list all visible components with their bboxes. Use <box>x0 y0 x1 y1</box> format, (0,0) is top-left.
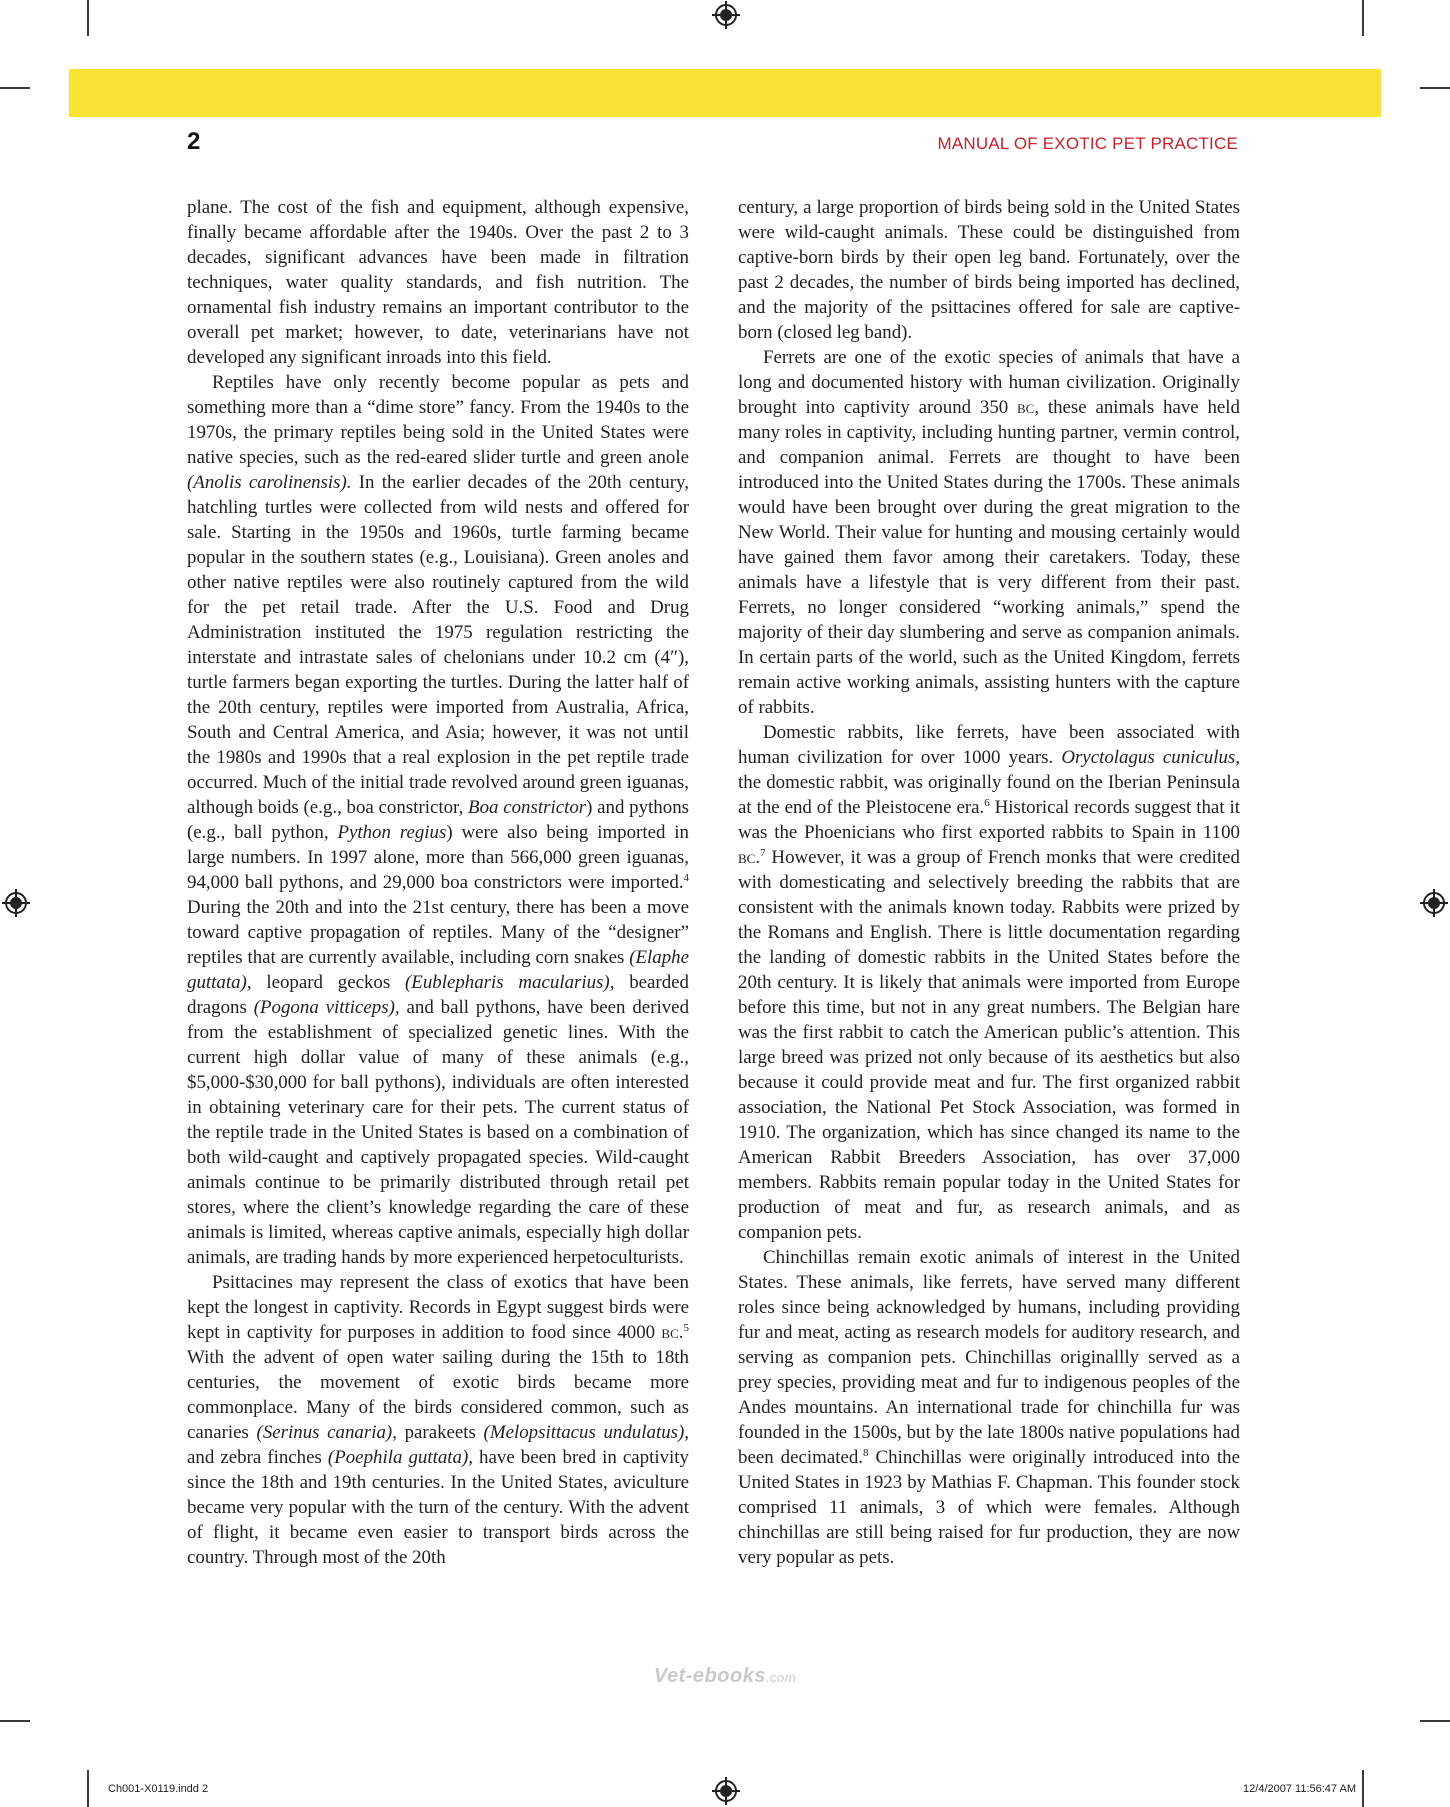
citation-ref: 5 <box>683 1322 689 1334</box>
page-number: 2 <box>187 128 201 155</box>
header-color-band <box>69 69 1381 117</box>
crop-mark-right-bottom <box>1420 1720 1450 1722</box>
running-head: MANUAL OF EXOTIC PET PRACTICE <box>937 134 1238 153</box>
crop-mark-left-bottom <box>0 1720 30 1722</box>
paragraph-ferrets: Ferrets are one of the exotic species of animals that have a long and documented history with human civilization. Originally brought into captivity around 350 bc, these animals have held many roles in captivity, including hunting partner, vermin control, and companion animal. Ferrets are thought to have been introduced into the United States during the 1700s. These animals would have been brought over during the great migration to the New World. Their value for hunting and mousing certainly would have gained them favor among their caretakers. Today, these animals have a lifestyle that is very different from their past. Ferrets, no longer considered “working animals,” spend the majority of their day slumbering and serve as companion animals. In certain parts of the world, such as the United Kingdom, ferrets remain active working animals, assisting hunters with the capture of rabbits. <box>738 347 1240 718</box>
text-column-right <box>738 195 1240 1570</box>
registration-mark-icon <box>715 1780 737 1802</box>
citation-ref: 8 <box>863 1447 869 1459</box>
citation-ref: 7 <box>760 847 766 859</box>
paragraph-reptiles: Reptiles have only recently become popular as pets and something more than a “dime store” fancy. From the 1940s to the 1970s, the primary reptiles being sold in the United States were native species, such as the red-eared slider turtle and green anole (Anolis carolinensis). In the earlier decades of the 20th century, hatchling turtles were collected from wild nests and offered for sale. Starting in the 1950s and 1960s, turtle farming became popular in the southern states (e.g., Louisiana). Green anoles and other native reptiles were also routinely captured from the wild for the pet retail trade. After the U.S. Food and Drug Administration instituted the 1975 regulation restricting the interstate and intrastate sales of chelonians under 10.2 cm (4″), turtle farmers began exporting the turtles. During the latter half of the 20th century, reptiles were imported from Australia, Africa, South and Central America, and Asia; however, it was not until the 1980s and 1990s that a real explosion in the pet reptile trade occurred. Much of the initial trade revolved around green iguanas, although boids (e.g., boa constrictor, Boa constrictor) and pythons (e.g., ball python, Python regius) were also being imported in large numbers. In 1997 alone, more than 566,000 green iguanas, 94,000 ball pythons, and 29,000 boa constrictors were imported.$^4$ During the 20th and into the 21st century, there has been a move toward captive propagation of reptiles. Many of the “designer” reptiles that are currently available, including corn snakes (Elaphe guttata), leopard geckos (Eublepharis macularius), bearded dragons (Pogona vitticeps), and ball pythons, have been derived from the establishment of specialized genetic lines. With the current high dollar value of many of these animals (e.g., $5,000-$30,000 for ball pythons), individuals are often interested in obtaining veterinary care for their pets. The current status of the reptile trade in the United States is based on a combination of both wild-caught and captively propagated species. Wild-caught animals continue to be primarily distributed through retail pet stores, where the client’s knowledge regarding the care of these animals is limited, whereas captive animals, especially high dollar animals, are trading hands by more experienced herpetoculturists. <box>187 372 690 1268</box>
paragraph-rabbits: Domestic rabbits, like ferrets, have been associated with human civilization for over 1000 years. Oryctolagus cuniculus, the domestic rabbit, was originally found on the Iberian Peninsula at the end of the Pleistocene era.$^6$ Historical records suggest that it was the Phoenicians who first exported rabbits to Spain in 1100 bc.$^7$ However, it was a group of French monks that were credited with domesticating and selectively breeding the rabbits that are consistent with the animals known today. Rabbits were prized by the Romans and English. There is little documentation regarding the landing of domestic rabbits in the United States before the 20th century. It is likely that animals were imported from Europe before this time, but not in any great numbers. The Belgian hare was the first rabbit to catch the American public’s attention. This large breed was prized not only because of its aesthetics but also because it could provide meat and fur. The first organized rabbit association, the National Pet Stock Association, was formed in 1910. The organization, which has since changed its name to the American Rabbit Breeders Association, has over 37,000 members. Rabbits remain popular today in the United States for production of meat and fur, as research animals, and as companion pets. <box>738 722 1240 1243</box>
paragraph-chinchillas: Chinchillas remain exotic animals of interest in the United States. These animals, like ferrets, have served many different roles since being acknowledged by humans, including providing fur and meat, acting as research models for auditory research, and serving as companion pets. Chinchillas originallly served as a prey species, providing meat and fur to indigenous peoples of the Andes mountains. An international trade for chinchilla fur was founded in the 1500s, but by the late 1800s native populations had been decimated.$^8$ Chinchillas were originally introduced into the United States in 1923 by Mathias F. Chapman. This founder stock comprised 11 animals, 3 of which were females. Although chinchillas are still being raised for fur production, they are now very popular as pets. <box>738 1247 1240 1568</box>
print-slug-file: Ch001-X0119.indd 2 <box>108 1783 209 1795</box>
registration-mark-icon <box>5 892 27 914</box>
registration-mark-icon <box>715 4 737 26</box>
crop-mark-bottom-right <box>1362 1770 1364 1807</box>
watermark-logo: Vet-ebooks.com <box>653 1665 797 1687</box>
crop-mark-top-right <box>1362 0 1364 36</box>
registration-mark-icon <box>1423 892 1445 914</box>
paragraph-fish: plane. The cost of the fish and equipment, although expensive, finally became affordable after the 1940s. Over the past 2 to 3 decades, significant advances have been made in filtration techniques, water quality standards, and fish nutrition. The ornamental fish industry remains an important contributor to the overall pet market; however, to date, veterinarians have not developed any significant inroads into this field. <box>187 197 689 368</box>
text-column-left <box>187 195 689 1570</box>
crop-mark-left-top <box>0 87 30 89</box>
crop-mark-bottom-left <box>87 1770 89 1807</box>
paragraph-psittacines: Psittacines may represent the class of exotics that have been kept the longest in captivity. Records in Egypt suggest birds were kept in captivity for purposes in addition to food since 4000 bc.$^5$ With the advent of open water sailing during the 15th to 18th centuries, the movement of exotic birds became more commonplace. Many of the birds considered common, such as canaries (Serinus canaria), parakeets (Melopsittacus undulatus), and zebra finches (Poephila guttata), have been bred in captivity since the 18th and 19th centuries. In the United States, aviculture became very popular with the turn of the century. With the advent of flight, it became even easier to transport birds across the country. Through most of the 20th <box>187 1272 690 1568</box>
crop-mark-right-top <box>1420 87 1450 89</box>
citation-ref: 6 <box>984 797 990 809</box>
print-slug-datetime: 12/4/2007 11:56:47 AM <box>1243 1783 1356 1795</box>
crop-mark-top-left <box>87 0 89 36</box>
citation-ref: 4 <box>683 872 689 884</box>
paragraph-birds-continued: century, a large proportion of birds being sold in the United States were wild-caught animals. These could be distinguished from captive-born birds by their open leg band. Fortunately, over the past 2 decades, the number of birds being imported has declined, and the majority of the psittacines offered for sale are captive-born (closed leg band). <box>738 197 1240 343</box>
